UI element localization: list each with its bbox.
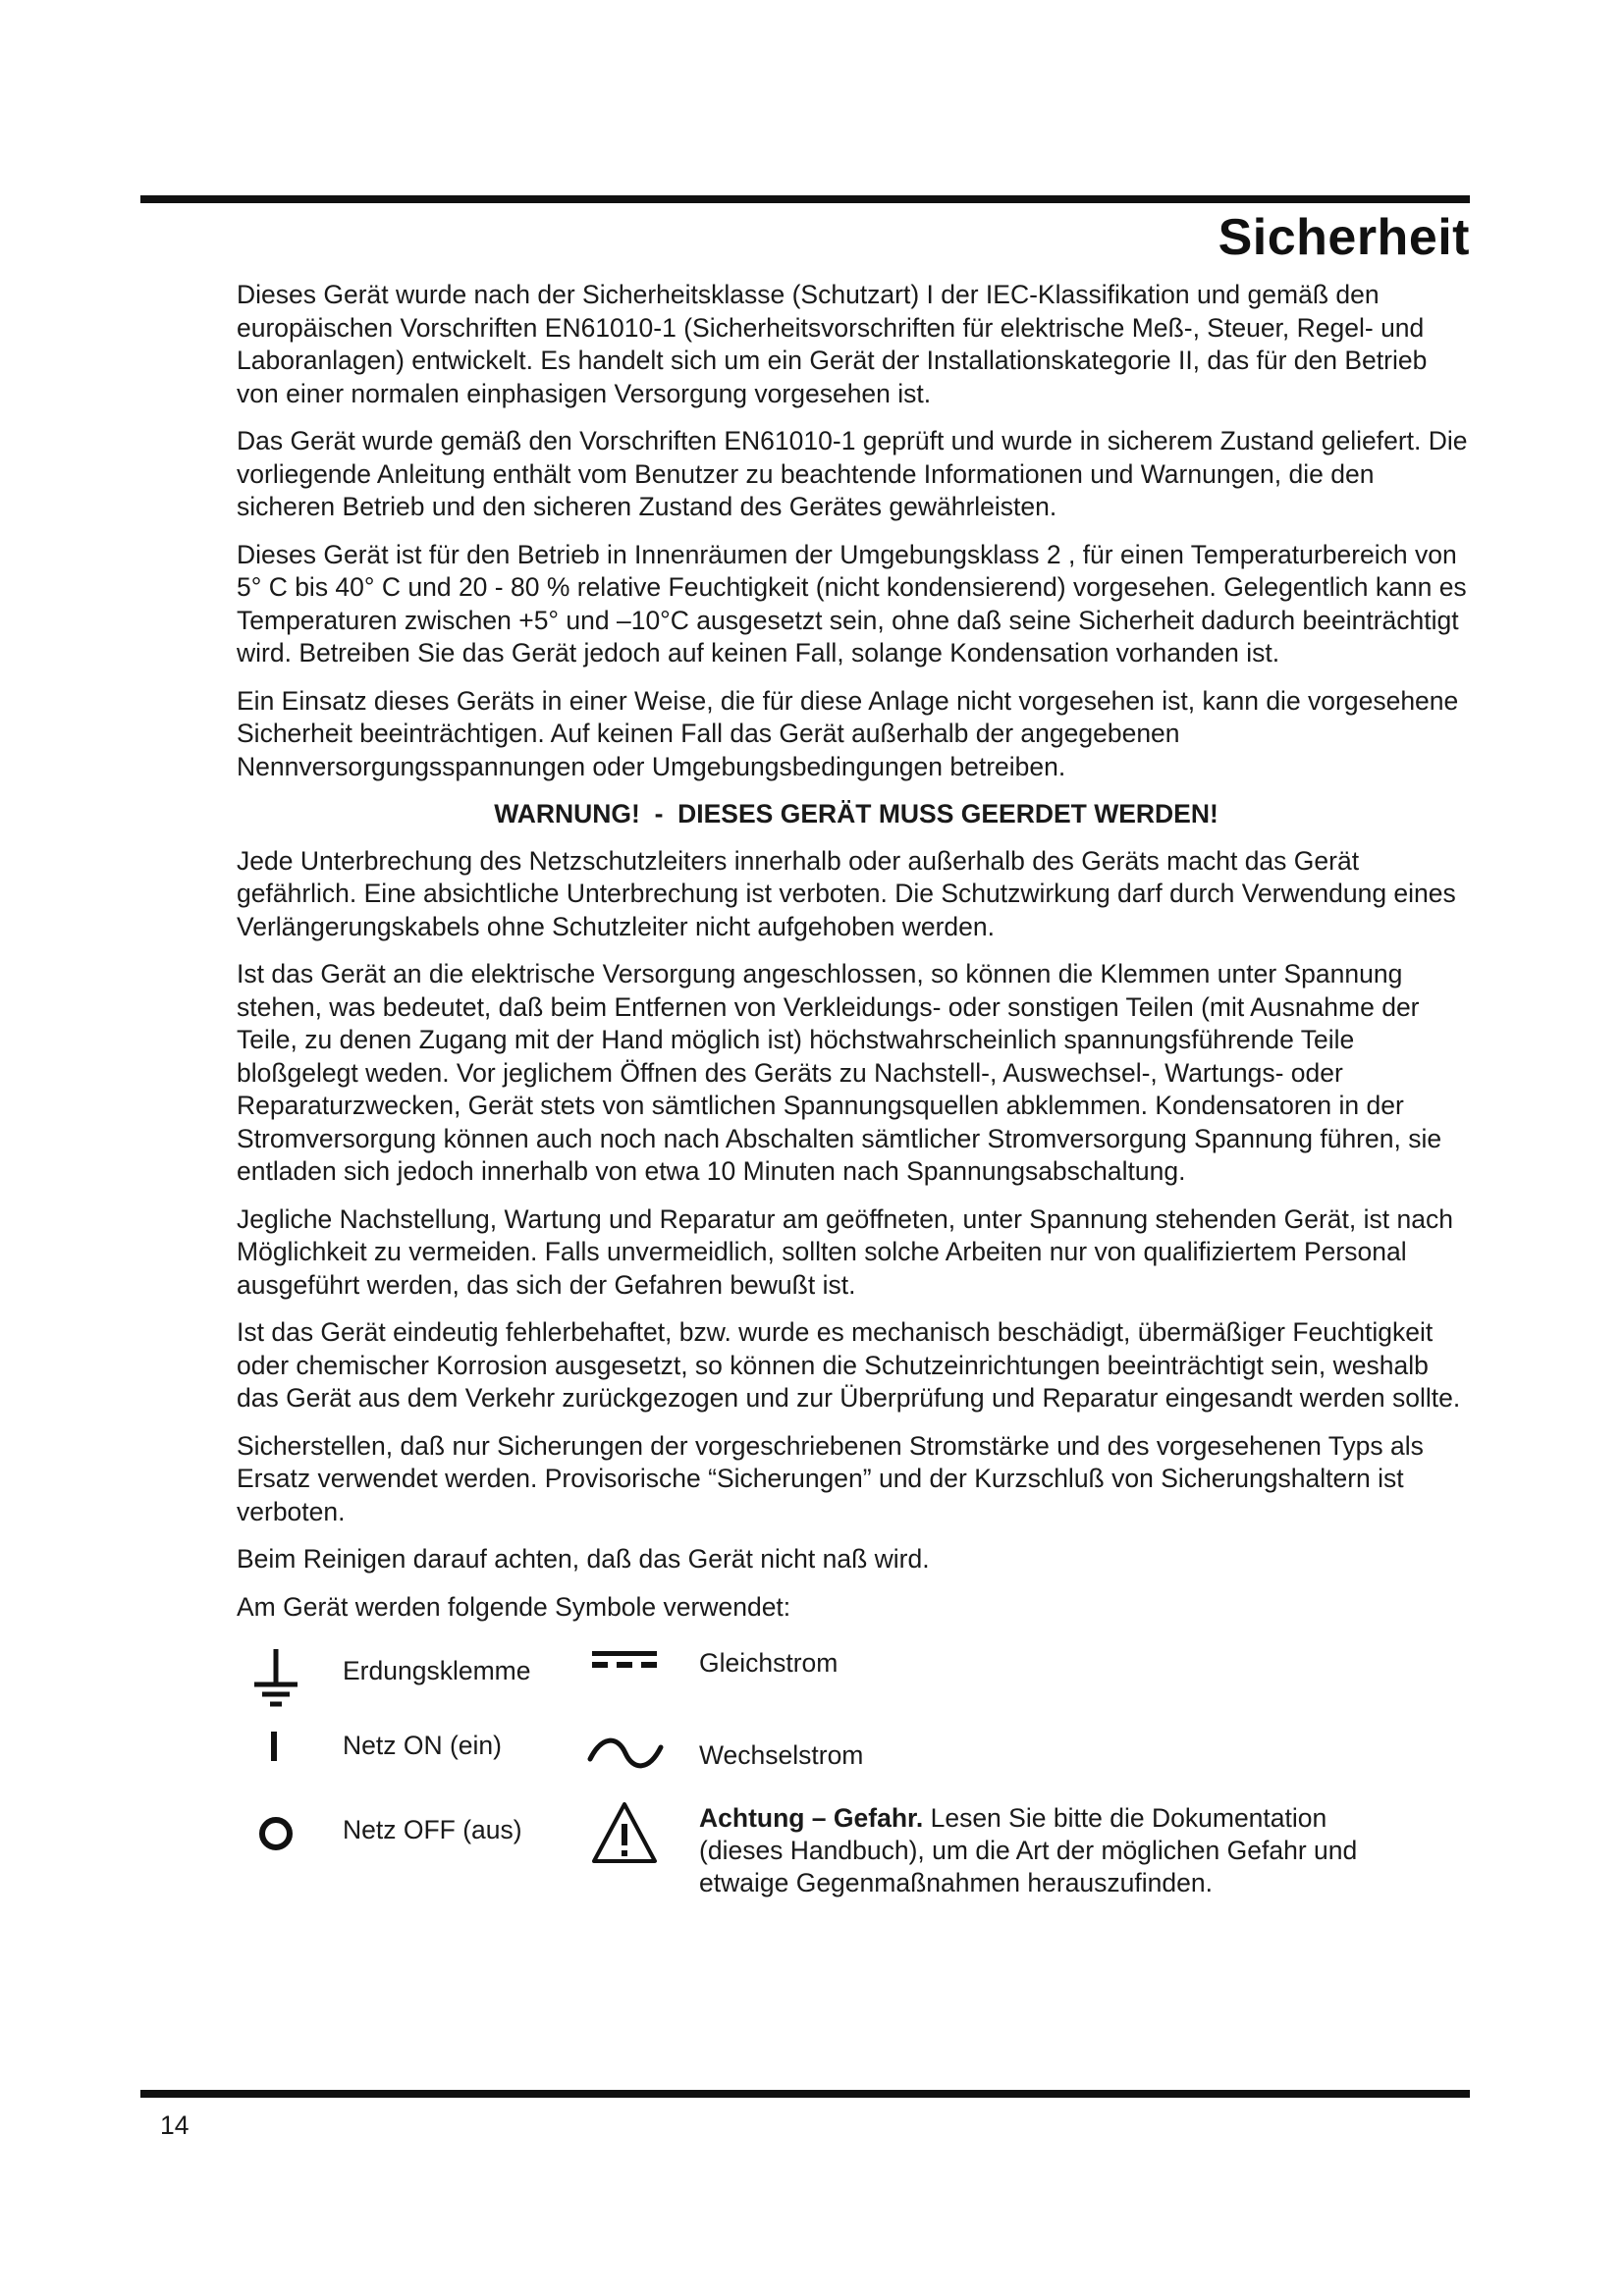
paragraph: Dieses Gerät wurde nach der Sicherheitsklasse (Schutzart) I der IEC-Klassifikation und gemäß den europäischen Vorschriften EN61010-1 (Sicherheitsvorschriften für elektrische Meß-, Steuer, Regel- und Laboranlagen) entwickelt. Es handelt sich um ein Gerät der Installationskategorie II, das für den Betrieb von einer normalen einphasigen Versorgung vorgesehen ist. bbox=[237, 280, 1428, 408]
paragraph: Das Gerät wurde gemäß den Vorschriften EN61010-1 geprüft und wurde in sicherem Zustand geliefert. Die vorliegende Anleitung enthält vom Benutzer zu beachtende Informationen und Warnungen, die den sicheren Betrieb und den sicheren Zustand des Gerätes gewährleisten. bbox=[237, 426, 1468, 521]
power-on-label: Netz ON (ein) bbox=[343, 1731, 502, 1760]
paragraph: Beim Reinigen darauf achten, daß das Gerät nicht naß wird. bbox=[237, 1544, 930, 1574]
paragraph: Jegliche Nachstellung, Wartung und Reparatur am geöffneten, unter Spannung stehenden Gerät, ist nach Möglichkeit zu vermeiden. Falls unvermeidlich, sollten solche Arbeiten nur von qualifiziertem Personal ausgeführt werden, das sich der Gefahren bewußt ist. bbox=[237, 1203, 1453, 1300]
paragraph: Ist das Gerät an die elektrische Versorgung angeschlossen, so können die Klemmen unter Spannung stehen, was bedeutet, daß beim Entfernen von Verkleidungs- oder sonstigen Teilen (mit Ausnahme der Teile, zu denen Zugang mit der Hand möglich ist) höchstwahrscheinlich spannungsführende Teile bloßgelegt weden. Vor jeglichem Öffnen des Geräts zu Nachstell-, Auswechsel-, Wartungs- oder Reparaturzwecken, Gerät stets von sämtlichen Spannungsquellen abklemmen. Kondensatoren in der Stromversorgung können auch noch nach Abschalten sämtlicher Stromversorgung Spannung führen, sie entladen sich jedoch innerhalb von etwa 10 Minuten nach Spannungsabschaltung. bbox=[237, 959, 1442, 1186]
paragraph: Dieses Gerät ist für den Betrieb in Innenräumen der Umgebungsklass 2 , für einen Temperaturbereich von 5° C bis 40° C und 20 - 80 % relative Feuchtigkeit (nicht kondensierend) vorgesehen. Gelegentlich kann es Temperaturen zwischen +5° und –10°C ausgesetzt sein, ohne daß seine Sicherheit dadurch beeinträchtigt wird. Betreiben Sie das Gerät jedoch auf keinen Fall, solange Kondensation vorhanden ist. bbox=[237, 539, 1467, 667]
header-rule bbox=[140, 195, 1470, 203]
paragraph: Ist das Gerät eindeutig fehlerbehaftet, bzw. wurde es mechanisch beschädigt, übermäßiger Feuchtigkeit oder chemischer Korrosion ausgesetzt, so können die Schutzeinrichtungen beeinträchtigt sein, weshalb das Gerät aus dem Verkehr zurückgezogen und zur Überprüfung und Reparatur eingesandt werden sollte. bbox=[237, 1317, 1461, 1413]
paragraph: Am Gerät werden folgende Symbole verwendet: bbox=[237, 1591, 791, 1622]
page-number: 14 bbox=[160, 2110, 189, 2140]
symbol-legend bbox=[237, 1647, 1476, 1942]
paragraph: Sicherstellen, daß nur Sicherungen der vorgeschriebenen Stromstärke und des vorgesehenen Typs als Ersatz verwendet werden. Provisorische “Sicherungen” und der Kurzschluß von Sicherungshaltern ist verboten. bbox=[237, 1430, 1424, 1526]
power-off-label: Netz OFF (aus) bbox=[343, 1815, 522, 1844]
paragraph: Ein Einsatz dieses Geräts in einer Weise, die für diese Anlage nicht vorgesehen ist, kann die vorgesehene Sicherheit beeinträchtigen. Auf keinen Fall das Gerät außerhalb der angegebenen Nennversorgungsspannungen oder Umgebungsbedingungen betreiben. bbox=[237, 685, 1459, 781]
earth-icon bbox=[248, 1647, 303, 1708]
caution-title: Achtung – Gefahr. bbox=[699, 1803, 924, 1833]
paragraph: Jede Unterbrechung des Netzschutzleiters innerhalb oder außerhalb des Geräts macht das Gerät gefährlich. Eine absichtliche Unterbrechung ist verboten. Die Schutzwirkung darf durch Verwendung eines Verlängerungskabels ohne Schutzleiter nicht aufgehoben werden. bbox=[237, 845, 1456, 941]
warning-heading: WARNUNG! - DIESES GERÄT MUSS GEERDET WERDEN! bbox=[494, 799, 1218, 828]
ac-icon bbox=[586, 1737, 665, 1771]
footer-rule bbox=[140, 2090, 1470, 2098]
dc-icon bbox=[590, 1647, 659, 1673]
dc-label: Gleichstrom bbox=[699, 1648, 839, 1678]
ac-label: Wechselstrom bbox=[699, 1740, 864, 1770]
caution-text: Lesen Sie bitte die Dokumentation (dieses Handbuch), um die Art der möglichen Gefahr und etwaige Gegenmaßnahmen herauszufinden. bbox=[699, 1803, 1358, 1897]
power-off-icon bbox=[256, 1814, 296, 1853]
page-content bbox=[237, 279, 1476, 1942]
earth-label: Erdungsklemme bbox=[343, 1656, 531, 1685]
power-on-icon bbox=[268, 1731, 282, 1764]
page-title: Sicherheit bbox=[1218, 209, 1470, 266]
warning-triangle-icon bbox=[590, 1800, 659, 1865]
caution-description bbox=[699, 1802, 1406, 1899]
